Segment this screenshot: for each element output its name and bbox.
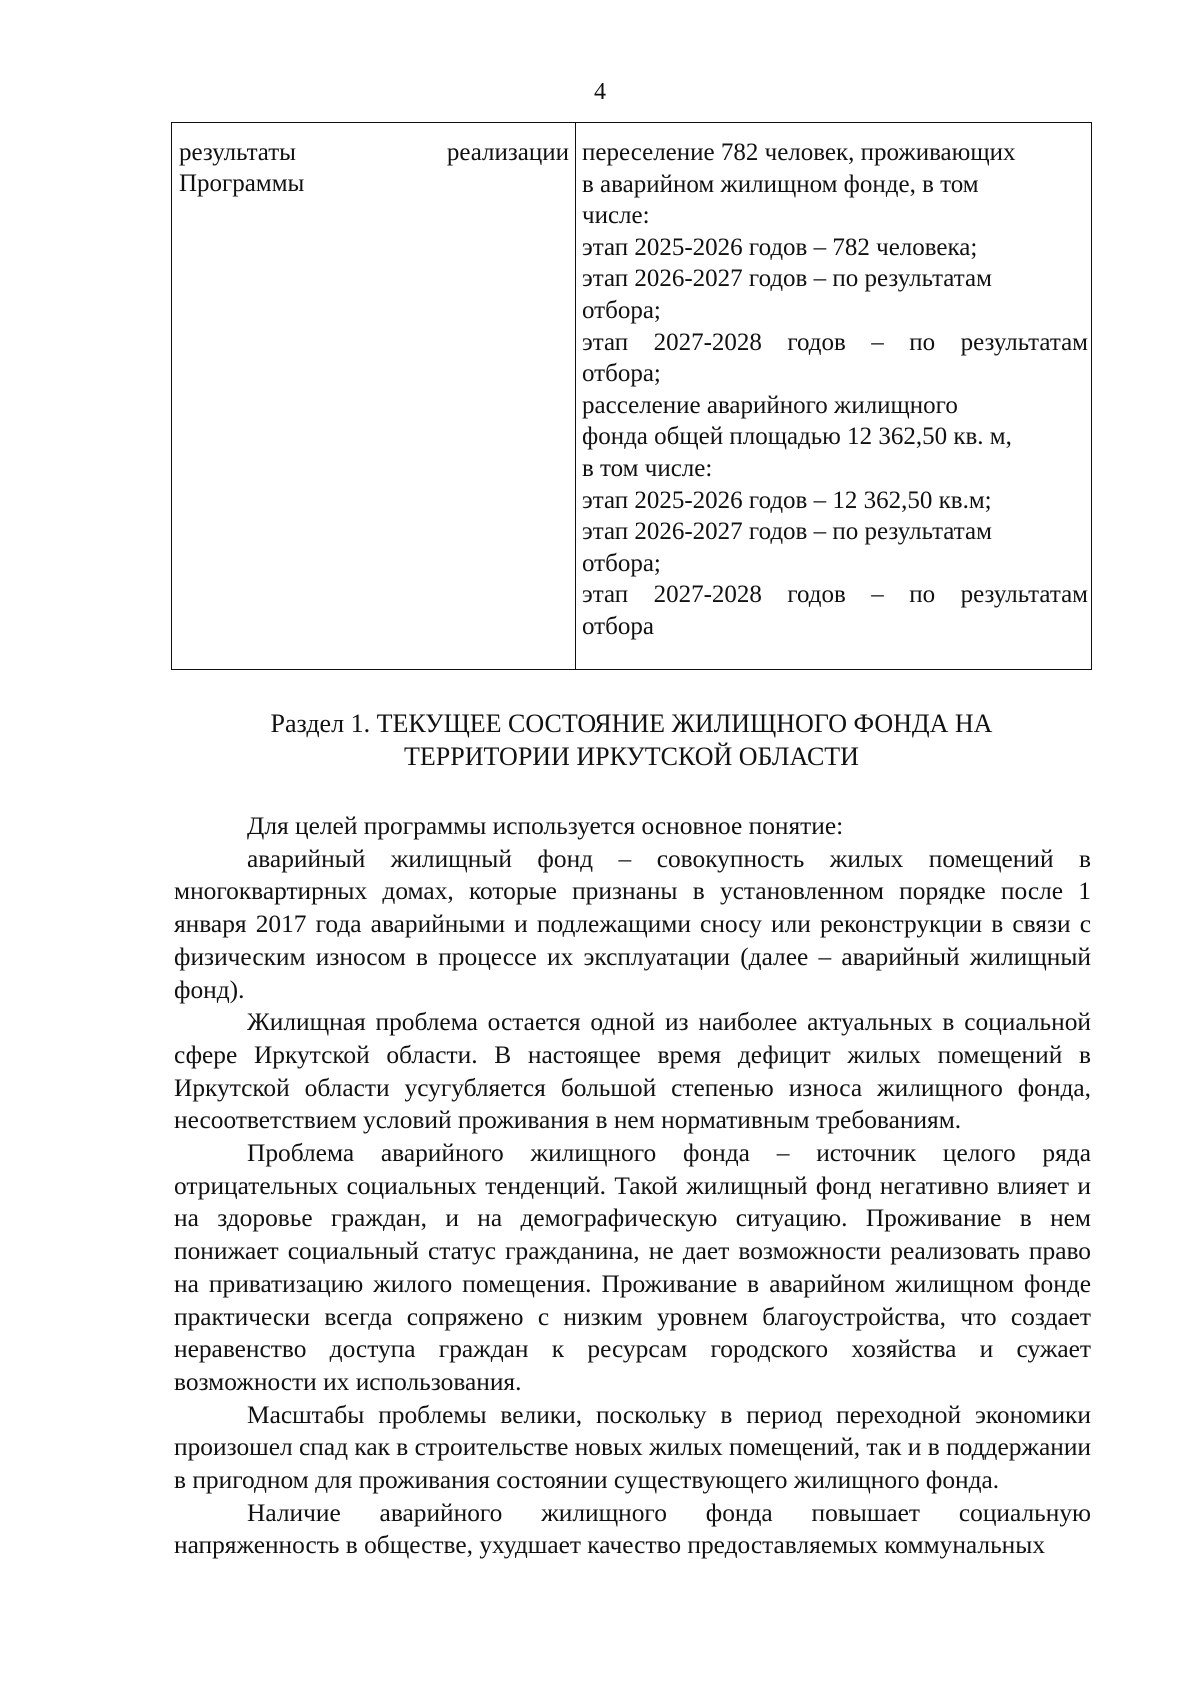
table-value-line: этап 2025-2026 годов – 782 человека; — [582, 233, 978, 261]
table-label-word: реализации — [446, 139, 569, 166]
table-column-divider — [575, 123, 576, 669]
paragraph: Для целей программы используется основное понятие: — [247, 812, 844, 840]
table-value-line: в аварийном жилищном фонде, в том — [582, 170, 979, 198]
table-value-line: этап 2026-2027 годов – по результатам — [582, 518, 992, 546]
table-value-line: этап 2027-2028 годов – по результатам — [582, 581, 1088, 609]
table-label-cell — [179, 137, 569, 199]
program-passport-table — [171, 122, 1092, 670]
table-value-line: расселение аварийного жилищного — [582, 391, 958, 419]
table-value-line: фонда общей площадью 12 362,50 кв. м, — [582, 423, 1012, 451]
table-label-line — [179, 137, 569, 168]
section-heading-line: ТЕРРИТОРИИ ИРКУТСКОЙ ОБЛАСТИ — [404, 742, 859, 771]
table-value-line: числе: — [582, 202, 650, 230]
page-number: 4 — [594, 79, 606, 105]
section-heading — [171, 707, 1092, 773]
table-value-line: отбора; — [582, 549, 661, 577]
table-label-line: Программы — [179, 170, 305, 197]
table-value-line: этап 2027-2028 годов – по результатам — [582, 328, 1088, 356]
table-value-line: переселение 782 человек, проживающих — [582, 139, 1016, 166]
table-value-line: этап 2026-2027 годов – по результатам — [582, 265, 992, 293]
table-value-cell — [582, 137, 1088, 643]
table-value-line: отбора — [582, 612, 654, 640]
table-label-word: результаты — [179, 139, 296, 166]
paragraph: Наличие аварийного жилищного фонда повышает социальную напряженность в обществе, ухудшает качество предоставляемых коммунальных — [174, 1498, 1091, 1560]
paragraph: Масштабы проблемы велики, поскольку в период переходной экономики произошел спад как в строительстве новых жилых помещений, так и в поддержании в пригодном для проживания состоянии существующего жилищного фонда. — [174, 1400, 1091, 1495]
table-value-line: в том числе: — [582, 454, 713, 482]
paragraph: аварийный жилищный фонд – совокупность жилых помещений в многоквартирных домах, которые признаны в установленном порядке после 1 января 2017 года аварийными и подлежащими сносу или реконструкции в связи с физическим износом в процессе их эксплуатации (далее – аварийный жилищный фонд). — [174, 844, 1091, 1004]
section-heading-line: Раздел 1. ТЕКУЩЕЕ СОСТОЯНИЕ ЖИЛИЩНОГО ФОНДА НА — [270, 709, 993, 738]
paragraph: Жилищная проблема остается одной из наиболее актуальных в социальной сфере Иркутской области. В настоящее время дефицит жилых помещений в Иркутской области усугубляется большой степенью износа жилищного фонда, несоответствием условий проживания в нем нормативным требованиям. — [174, 1008, 1091, 1135]
table-value-line: отбора; — [582, 360, 661, 388]
body-text — [174, 810, 1091, 1562]
paragraph: Проблема аварийного жилищного фонда – источник целого ряда отрицательных социальных тенденций. Такой жилищный фонд негативно влияет и на здоровье граждан, и на демографическую ситуацию. Проживание в нем понижает социальный статус гражданина, не дает возможности реализовать право на приватизацию жилого помещения. Проживание в аварийном жилищном фонде практически всегда сопряжено с низким уровнем благоустройства, что создает неравенство доступа граждан к ресурсам городского хозяйства и сужает возможности их использования. — [174, 1139, 1091, 1396]
table-value-line: отбора; — [582, 296, 661, 324]
table-value-line: этап 2025-2026 годов – 12 362,50 кв.м; — [582, 486, 992, 514]
